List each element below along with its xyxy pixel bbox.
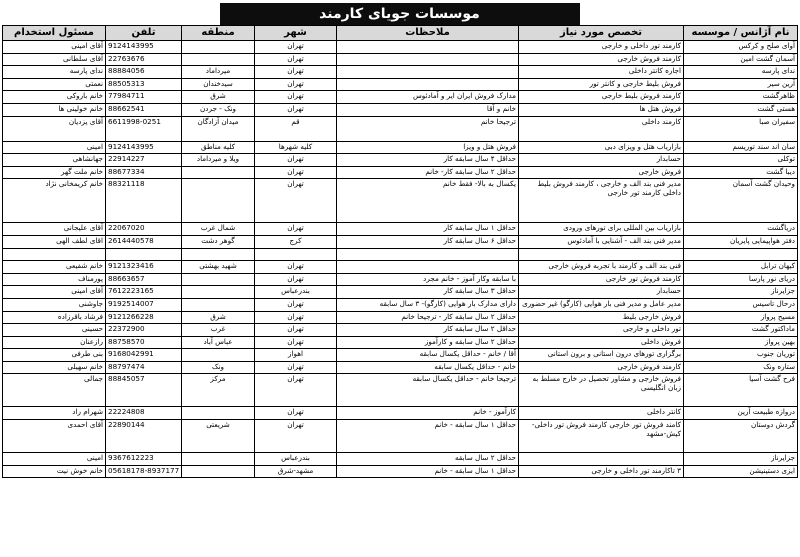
cell-contact: خانم ملت گهر [3, 166, 106, 179]
cell-phone: 7612223165 [106, 286, 182, 299]
cell-name: جزایرناز [684, 286, 798, 299]
cell-phone: 88758570 [106, 336, 182, 349]
cell-region: ونک - جردن [182, 103, 255, 116]
cell-name: توریان جنوب [684, 349, 798, 362]
cell-city: تهران [255, 311, 337, 324]
cell-name: دروازه طبیعت آرین [684, 407, 798, 420]
cell-name: توکلی [684, 154, 798, 167]
header-contact: مسئول استخدام [3, 26, 106, 41]
cell-notes [337, 41, 519, 54]
cell-name: سفیران صبا [684, 116, 798, 141]
cell-city [255, 248, 337, 261]
title-bar [2, 3, 797, 25]
table-row [3, 66, 798, 79]
cell-contact: رازعنان [3, 336, 106, 349]
cell-contact: آقای علیجانی [3, 223, 106, 236]
cell-region: میرداماد [182, 66, 255, 79]
cell-city: مشهد-شرق [255, 465, 337, 478]
cell-notes [337, 261, 519, 274]
cell-specialty: فروش هتل ها [519, 103, 684, 116]
cell-region [182, 349, 255, 362]
cell-contact: خانم خوش نیت [3, 465, 106, 478]
cell-city: تهران [255, 223, 337, 236]
cell-specialty: کارمند فروش خارجی [519, 53, 684, 66]
cell-city: تهران [255, 78, 337, 91]
cell-notes: حداقل ۲ سال سابقه کار- خانم [337, 166, 519, 179]
table-row [3, 311, 798, 324]
header-name: نام آژانس / موسسه [684, 26, 798, 41]
cell-city: تهران [255, 53, 337, 66]
cell-phone: 22067020 [106, 223, 182, 236]
cell-phone: 88677334 [106, 166, 182, 179]
cell-name: جزایرناز [684, 453, 798, 466]
cell-specialty: کارمند داخلی [519, 116, 684, 141]
table-row [3, 420, 798, 453]
cell-specialty [519, 248, 684, 261]
cell-specialty: حسابدار [519, 286, 684, 299]
cell-city: تهران [255, 166, 337, 179]
table-row [3, 273, 798, 286]
cell-name: ماداکتور گشت [684, 324, 798, 337]
cell-city: تهران [255, 103, 337, 116]
cell-city: تهران [255, 41, 337, 54]
table-row [3, 166, 798, 179]
table-row [3, 324, 798, 337]
cell-specialty: فروش بلیط خارجی و کانتر تور [519, 78, 684, 91]
cell-phone: 9192514007 [106, 298, 182, 311]
cell-notes: خانم - حداقل یکسال سابقه [337, 361, 519, 374]
cell-phone: 05618178-8937177 [106, 465, 182, 478]
cell-notes: حداقل ۳ سال سابقه کار [337, 286, 519, 299]
cell-name: سان اند سند توریسم [684, 141, 798, 154]
cell-region: مرکز [182, 374, 255, 407]
cell-contact: آقای امینی [3, 286, 106, 299]
cell-name: ظاهرگشت [684, 91, 798, 104]
cell-contact: حسینی [3, 324, 106, 337]
cell-phone: 77984711 [106, 91, 182, 104]
cell-region: شرق [182, 91, 255, 104]
header-row [3, 26, 798, 41]
cell-specialty: فنی بند الف و کارمند با تجربه فروش خارجی [519, 261, 684, 274]
cell-city: تهران [255, 154, 337, 167]
cell-notes [337, 53, 519, 66]
cell-specialty: کارمند فروش خارجی [519, 361, 684, 374]
cell-city: کرج [255, 235, 337, 248]
cell-contact: آقای یزدیان [3, 116, 106, 141]
cell-phone: 88797474 [106, 361, 182, 374]
cell-city: تهران [255, 336, 337, 349]
cell-contact: آقای احمدی [3, 420, 106, 453]
cell-contact: نعمتی [3, 78, 106, 91]
cell-specialty: مدیر عامل و مدیر فنی بار هوایی (کارگو) غیر حضوری [519, 298, 684, 311]
agencies-table [2, 25, 798, 478]
cell-region: ویلا و میرداماد [182, 154, 255, 167]
table-row [3, 261, 798, 274]
cell-contact: خانم سهیلی [3, 361, 106, 374]
cell-city: بندرعباس [255, 286, 337, 299]
cell-phone: 6611998-0251 [106, 116, 182, 141]
cell-region: شهید بهشتی [182, 261, 255, 274]
table-row [3, 298, 798, 311]
cell-phone: 88662541 [106, 103, 182, 116]
cell-notes: حداقل ۱ سال سابقه - خانم [337, 465, 519, 478]
cell-region: شرق [182, 311, 255, 324]
cell-specialty: فروش خارجی و مشاور تحصیل در خارج مسلط به زبان انگلیسی [519, 374, 684, 407]
cell-contact: خانم کریمخانی نژاد [3, 179, 106, 223]
cell-region [182, 166, 255, 179]
cell-notes: فروش هتل و ویزا [337, 141, 519, 154]
cell-phone: 9124143995 [106, 41, 182, 54]
cell-name: گردش دوستان [684, 420, 798, 453]
cell-notes: حداقل ۲ سال سابقه کار - ترجیحا خانم [337, 311, 519, 324]
cell-city: قم [255, 116, 337, 141]
cell-name: ایزی دستینیشن [684, 465, 798, 478]
cell-notes: حداقل ۲ سال سابقه و کارآموز [337, 336, 519, 349]
cell-notes [337, 248, 519, 261]
table-row [3, 53, 798, 66]
cell-city: بندرعباس [255, 453, 337, 466]
cell-notes: حداقل ۶ سال سابقه کار [337, 235, 519, 248]
cell-city: تهران [255, 298, 337, 311]
cell-specialty: مدیر فنی بند الف و خارجی ، کارمند فروش بلیط داخلی کارمند تور خارجی [519, 179, 684, 223]
cell-contact: پورمناف [3, 273, 106, 286]
cell-name: بهین پرواز [684, 336, 798, 349]
cell-contact: آقای امینی [3, 41, 106, 54]
table-row [3, 349, 798, 362]
table-row [3, 141, 798, 154]
cell-specialty: برگزاری تورهای درون استانی و برون استانی [519, 349, 684, 362]
cell-name: ستاره ونک [684, 361, 798, 374]
header-region: منطقه [182, 26, 255, 41]
cell-city: تهران [255, 407, 337, 420]
cell-specialty: ۳ تاکارمند تور داخلی و خارجی [519, 465, 684, 478]
cell-region [182, 298, 255, 311]
cell-region [182, 407, 255, 420]
cell-phone: 22224808 [106, 407, 182, 420]
cell-notes: حداقل ۲ سال سابقه [337, 453, 519, 466]
cell-phone [106, 248, 182, 261]
cell-phone: 22890144 [106, 420, 182, 453]
table-row [3, 103, 798, 116]
cell-region [182, 248, 255, 261]
cell-city: تهران [255, 361, 337, 374]
cell-notes: با سابقه وکار آموز - خانم مجرد [337, 273, 519, 286]
header-notes: ملاحظات [337, 26, 519, 41]
table-row [3, 361, 798, 374]
cell-region: کلیه مناطق [182, 141, 255, 154]
cell-contact: خانم شفیعی [3, 261, 106, 274]
header-phone: تلفن [106, 26, 182, 41]
cell-contact: آقای سلطانی [3, 53, 106, 66]
cell-city: تهران [255, 91, 337, 104]
cell-region: میدان آزادگان [182, 116, 255, 141]
cell-contact: امینی [3, 141, 106, 154]
cell-name: ندای پارسه [684, 66, 798, 79]
cell-phone: 88663657 [106, 273, 182, 286]
cell-specialty [519, 453, 684, 466]
cell-region [182, 465, 255, 478]
cell-phone: 22914227 [106, 154, 182, 167]
table-body [3, 41, 798, 478]
cell-phone: 88505313 [106, 78, 182, 91]
cell-specialty: فروش داخلی [519, 336, 684, 349]
cell-city: اهواز [255, 349, 337, 362]
cell-phone: 9124143995 [106, 141, 182, 154]
cell-city: تهران [255, 273, 337, 286]
cell-contact: امینی [3, 453, 106, 466]
cell-city: تهران [255, 420, 337, 453]
cell-phone: 22372900 [106, 324, 182, 337]
cell-notes [337, 66, 519, 79]
cell-name: دیبا گشت [684, 166, 798, 179]
table-row [3, 248, 798, 261]
table-row [3, 336, 798, 349]
cell-specialty: اجاره کانتر داخلی [519, 66, 684, 79]
cell-name: فرح گشت آسیا [684, 374, 798, 407]
cell-name: وحیدان گشت آسمان [684, 179, 798, 223]
cell-name: هستی گشت [684, 103, 798, 116]
cell-name: دفتر هواپیمایی پایریان [684, 235, 798, 248]
cell-phone: 2614440578 [106, 235, 182, 248]
sheet-title: موسسات جویای کارمند [220, 3, 580, 25]
table-row [3, 41, 798, 54]
cell-notes: مدارک فروش ایران ایر و آمادئوس [337, 91, 519, 104]
cell-region: سیدخندان [182, 78, 255, 91]
cell-contact: خانم خولینی ها [3, 103, 106, 116]
cell-notes: حداقل ۱ سال سابقه کار [337, 223, 519, 236]
table-row [3, 179, 798, 223]
table-row [3, 223, 798, 236]
table-row [3, 91, 798, 104]
table-row [3, 154, 798, 167]
table-row [3, 286, 798, 299]
cell-region [182, 453, 255, 466]
cell-phone: 88845057 [106, 374, 182, 407]
cell-notes: حداقل ۴ سال سابقه کار [337, 154, 519, 167]
cell-region: ونک [182, 361, 255, 374]
cell-region [182, 179, 255, 223]
cell-region: شریعتی [182, 420, 255, 453]
table-row [3, 465, 798, 478]
cell-phone: 88884056 [106, 66, 182, 79]
cell-name: مسیح پرواز [684, 311, 798, 324]
cell-contact: جاوشنی [3, 298, 106, 311]
cell-specialty: بازاریاب هتل و ویزای دبی [519, 141, 684, 154]
cell-contact: جمالی [3, 374, 106, 407]
cell-city: تهران [255, 374, 337, 407]
cell-name: درحال تاسیس [684, 298, 798, 311]
cell-specialty: فروش خارجی بلیط [519, 311, 684, 324]
cell-phone: 9367612223 [106, 453, 182, 466]
cell-city: تهران [255, 179, 337, 223]
table-row [3, 235, 798, 248]
cell-specialty: کامند فروش تور خارجی کارمند فروش تور داخلی-کیش-مشهد [519, 420, 684, 453]
cell-name: دریاگشت [684, 223, 798, 236]
cell-notes: خانم و آقا [337, 103, 519, 116]
cell-contact: اقای لطف الهی [3, 235, 106, 248]
cell-name: آوای صلح و کرکس [684, 41, 798, 54]
cell-region [182, 53, 255, 66]
cell-specialty: کارمند فروش تور خارجی [519, 273, 684, 286]
cell-contact: ندای پارسه [3, 66, 106, 79]
cell-name: دریای نور پارسا [684, 273, 798, 286]
cell-specialty: تور داخلی و خارجی [519, 324, 684, 337]
cell-specialty: فروش خارجی [519, 166, 684, 179]
cell-name [684, 248, 798, 261]
table-row [3, 78, 798, 91]
table-row [3, 407, 798, 420]
cell-region: عباس آباد [182, 336, 255, 349]
cell-contact: شهرام راد [3, 407, 106, 420]
cell-name: آسمان گشت امین [684, 53, 798, 66]
cell-name: آرین سیر [684, 78, 798, 91]
cell-specialty: کارمند فروش بلیط خارجی [519, 91, 684, 104]
cell-notes: دارای مدارک بار هوایی (کارگو)- ۳ سال سابقه [337, 298, 519, 311]
cell-city: تهران [255, 261, 337, 274]
cell-region: غرب [182, 324, 255, 337]
cell-city: کلیه شهرها [255, 141, 337, 154]
cell-city: تهران [255, 66, 337, 79]
cell-region [182, 41, 255, 54]
cell-notes: کارآموز - خانم [337, 407, 519, 420]
cell-specialty: مدیر فنی بند الف - آشنایی با آمادئوس [519, 235, 684, 248]
cell-specialty: حسابدار [519, 154, 684, 167]
cell-phone: 88321118 [106, 179, 182, 223]
cell-region [182, 273, 255, 286]
cell-phone: 9121266228 [106, 311, 182, 324]
cell-notes: یکسال به بالا- فقط خانم [337, 179, 519, 223]
cell-phone: 9121323416 [106, 261, 182, 274]
cell-name: کیهان ترابل [684, 261, 798, 274]
cell-contact: فرشاد باقرزاده [3, 311, 106, 324]
cell-notes: حداقل ۲ سال سابقه کار [337, 324, 519, 337]
cell-contact: جهانشاهی [3, 154, 106, 167]
cell-phone: 22763676 [106, 53, 182, 66]
cell-notes [337, 78, 519, 91]
job-listing-sheet [2, 3, 797, 478]
cell-specialty: بازاریاب بین المللی برای تورهای ورودی [519, 223, 684, 236]
cell-city: تهران [255, 324, 337, 337]
cell-contact: بنی طرفی [3, 349, 106, 362]
cell-phone: 9168042991 [106, 349, 182, 362]
cell-specialty: کارمند تور داخلی و خارجی [519, 41, 684, 54]
cell-region [182, 286, 255, 299]
cell-contact [3, 248, 106, 261]
cell-notes: حداقل ۱ سال سابقه - خانم [337, 420, 519, 453]
table-row [3, 374, 798, 407]
table-row [3, 116, 798, 141]
cell-contact: خانم باروکی [3, 91, 106, 104]
table-row [3, 453, 798, 466]
cell-notes: ترجیحا خانم - حداقل یکسال سابقه [337, 374, 519, 407]
cell-notes: ترجیحا خانم [337, 116, 519, 141]
header-city: شهر [255, 26, 337, 41]
header-specialty: تخصص مورد نیاز [519, 26, 684, 41]
cell-notes: آقا / خانم - حداقل یکسال سابقه [337, 349, 519, 362]
cell-specialty: کانتر داخلی [519, 407, 684, 420]
cell-region: شمال غرب [182, 223, 255, 236]
cell-region: گوهر دشت [182, 235, 255, 248]
